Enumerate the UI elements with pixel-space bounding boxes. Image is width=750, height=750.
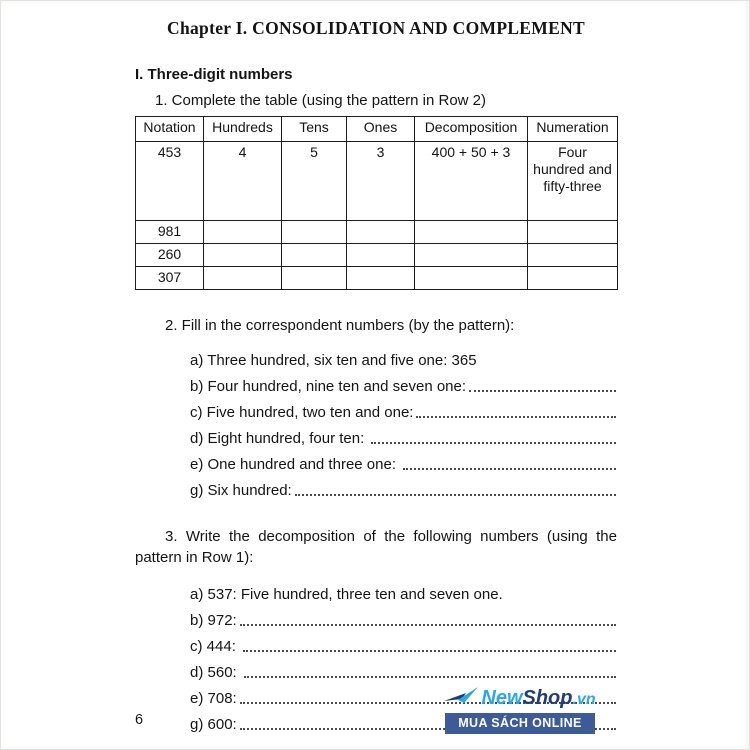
table-cell: 5	[282, 142, 347, 221]
item-text: e) One hundred and three one:	[190, 456, 401, 473]
item-text: e) 708:	[190, 690, 237, 707]
list-item	[135, 473, 617, 499]
table-row	[136, 244, 618, 267]
table-cell	[204, 267, 282, 290]
table-cell: 4	[204, 142, 282, 221]
dotted-leader	[244, 676, 616, 678]
item-text: b) Four hundred, nine ten and seven one:	[190, 378, 467, 395]
list-item	[135, 629, 617, 655]
exercise1-prompt: 1. Complete the table (using the pattern in Row 2)	[155, 92, 487, 109]
table-cell	[415, 267, 528, 290]
mua-sach-online-badge: MUA SÁCH ONLINE	[445, 713, 595, 734]
table-cell: 3	[347, 142, 415, 221]
exercise2-prompt: 2. Fill in the correspondent numbers (by the pattern):	[165, 317, 515, 334]
page-number: 6	[135, 712, 144, 728]
table-cell	[347, 267, 415, 290]
table-header-row	[136, 117, 618, 142]
table-cell	[347, 221, 415, 244]
logo-row	[440, 685, 600, 711]
dotted-leader	[403, 468, 616, 470]
table-cell: 260	[136, 244, 204, 267]
table-cell	[528, 267, 618, 290]
table-row	[136, 267, 618, 290]
item-text: d) 560:	[190, 664, 241, 681]
table-row	[136, 221, 618, 244]
table-cell	[282, 267, 347, 290]
dotted-leader	[469, 390, 616, 392]
list-item	[135, 447, 617, 473]
list-item	[135, 395, 617, 421]
table-cell: 981	[136, 221, 204, 244]
item-text: a) 537: Five hundred, three ten and seven one.	[190, 586, 503, 603]
dotted-leader	[295, 494, 616, 496]
table-cell	[528, 221, 618, 244]
table-cell: 307	[136, 267, 204, 290]
table-cell	[347, 244, 415, 267]
item-text: c) Five hundred, two ten and one:	[190, 404, 414, 421]
table-cell	[282, 244, 347, 267]
newshop-logo	[440, 685, 600, 734]
item-text: b) 972:	[190, 612, 237, 629]
item-text: g) Six hundred:	[190, 482, 292, 499]
item-text: c) 444:	[190, 638, 241, 655]
section-title: I. Three-digit numbers	[135, 66, 293, 83]
table-header-cell: Ones	[347, 117, 415, 142]
exercise3-prompt: 3. Write the decomposition of the following numbers (using the pattern in Row 1):	[135, 528, 617, 566]
list-item	[135, 421, 617, 447]
list-item	[135, 655, 617, 681]
table-header-cell: Hundreds	[204, 117, 282, 142]
table-cell: 400 + 50 + 3	[415, 142, 528, 221]
item-text: g) 600:	[190, 716, 237, 733]
dotted-leader	[416, 416, 616, 418]
table-cell	[204, 221, 282, 244]
list-item	[135, 603, 617, 629]
table-cell: Four hundred and fifty-three	[528, 142, 618, 221]
item-text: d) Eight hundred, four ten:	[190, 430, 369, 447]
exercise2	[135, 317, 617, 499]
table-header-cell: Tens	[282, 117, 347, 142]
table-cell: 453	[136, 142, 204, 221]
list-item	[135, 343, 617, 369]
table-cell	[415, 244, 528, 267]
table-header-cell: Decomposition	[415, 117, 528, 142]
table-cell	[282, 221, 347, 244]
numbers-table	[135, 116, 618, 290]
logo-new: New	[481, 687, 523, 709]
logo-shop: Shop	[522, 687, 573, 709]
list-item	[135, 369, 617, 395]
exercise2-items	[135, 343, 617, 499]
logo-arrow-icon	[444, 687, 478, 705]
dotted-leader	[371, 442, 616, 444]
logo-vn: .vn	[572, 691, 596, 708]
dotted-leader	[240, 624, 616, 626]
item-text: a) Three hundred, six ten and five one: 365	[190, 352, 477, 369]
dotted-leader	[243, 650, 616, 652]
table-header-cell: Notation	[136, 117, 204, 142]
chapter-title: Chapter I. CONSOLIDATION AND COMPLEMENT	[167, 18, 585, 38]
page-footer	[0, 680, 750, 736]
table-header-cell: Numeration	[528, 117, 618, 142]
list-item	[135, 577, 617, 603]
table-row	[136, 142, 618, 221]
table-cell	[204, 244, 282, 267]
table-cell	[528, 244, 618, 267]
table-cell	[415, 221, 528, 244]
logo-text	[481, 687, 595, 711]
